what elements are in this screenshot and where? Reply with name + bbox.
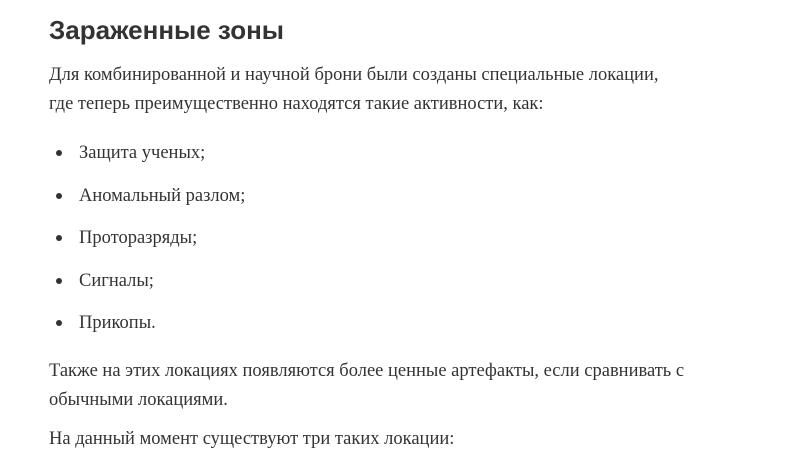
- list-item-text: Прикопы.: [79, 313, 156, 333]
- bullet-icon: [56, 150, 62, 156]
- list-item: [49, 309, 649, 352]
- activities-list: [49, 139, 649, 352]
- intro-line-2: где теперь преимущественно находятся такие активности, как:: [49, 94, 544, 114]
- intro-paragraph: [49, 61, 769, 119]
- bullet-icon: [56, 278, 62, 284]
- artifacts-paragraph: [49, 357, 769, 415]
- list-item-text: Защита ученых;: [79, 143, 206, 163]
- bullet-icon: [56, 193, 62, 199]
- list-item-text: Сигналы;: [79, 270, 154, 291]
- list-item-text: Проторазряды;: [79, 228, 198, 248]
- bullet-icon: [56, 235, 62, 241]
- artifacts-line-1: Также на этих локациях появляются более ценные артефакты, если сравнивать с: [49, 361, 685, 381]
- section-heading: Зараженные зоны: [49, 15, 285, 45]
- list-item-text: Аномальный разлом;: [79, 185, 246, 206]
- list-item: [49, 267, 649, 310]
- intro-line-1: Для комбинированной и научной брони были созданы специальные локации,: [49, 65, 659, 85]
- bullet-icon: [56, 320, 62, 326]
- list-item: [49, 182, 649, 225]
- list-item: [49, 224, 649, 267]
- artifacts-line-2: обычными локациями.: [49, 390, 228, 410]
- locations-paragraph: На данный момент существуют три таких локации:: [49, 429, 455, 449]
- list-item: [49, 139, 649, 182]
